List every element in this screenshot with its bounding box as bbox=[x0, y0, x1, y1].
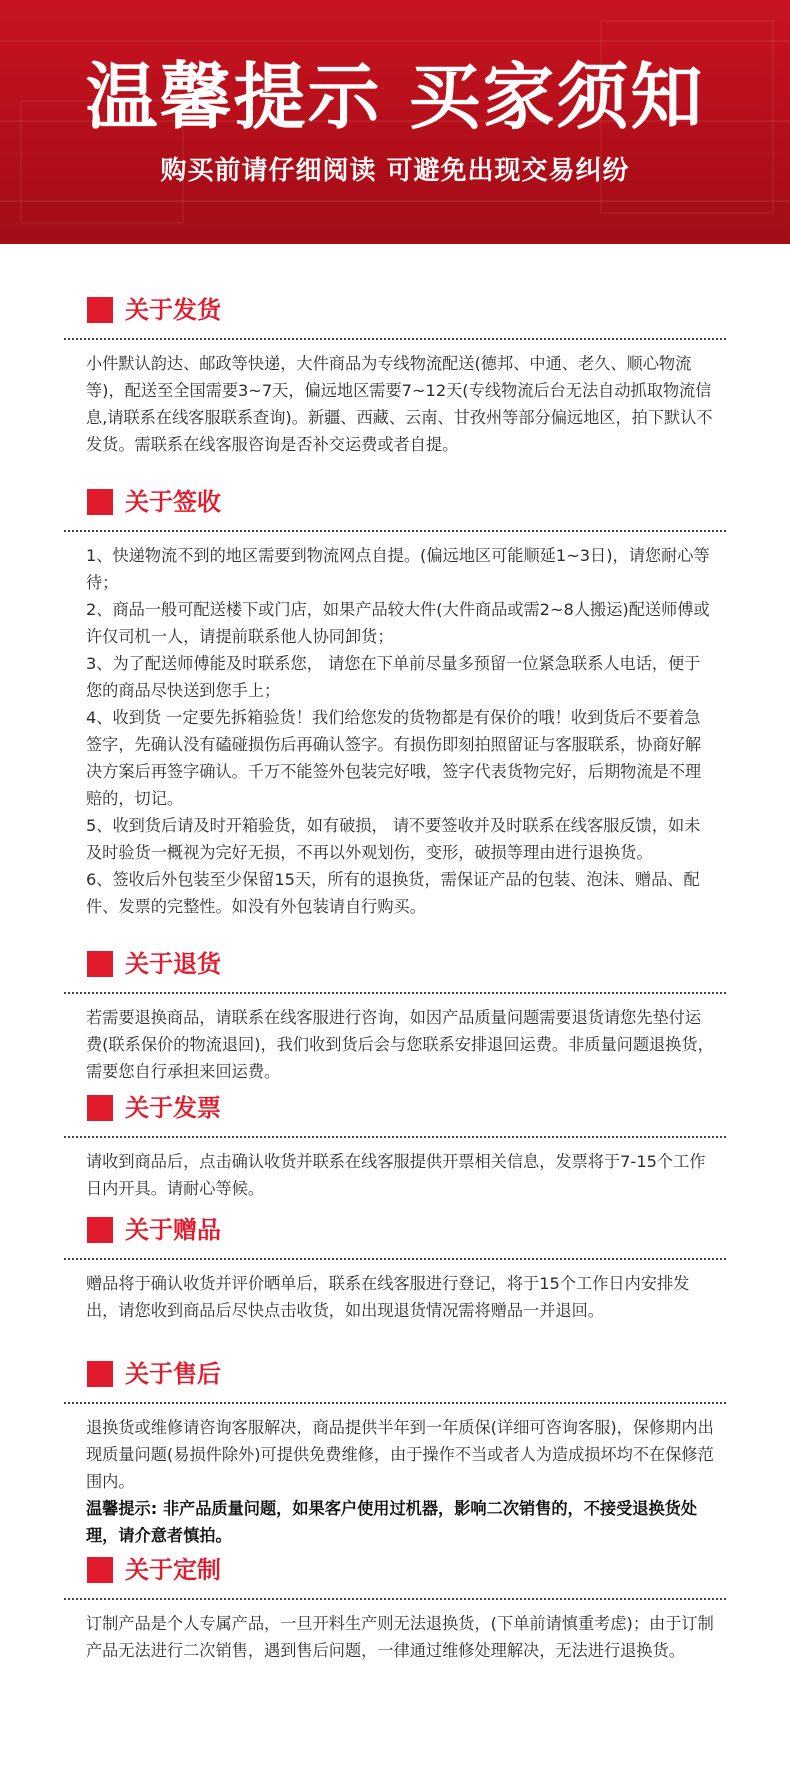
paragraph: 6、签收后外包装至少保留15天，所有的退换货，需保证产品的包装、泡沫、赠品、配件、发票的完整性。如没有外包装请自行购买。 bbox=[86, 870, 700, 916]
section-body-gifts bbox=[86, 1270, 716, 1324]
section-title: 关于退货 bbox=[125, 950, 221, 978]
section-body-receipt bbox=[86, 542, 716, 920]
red-square-marker bbox=[87, 1217, 113, 1243]
section-body-shipping bbox=[86, 350, 716, 458]
paragraph: 4、收到货 一定要先拆箱验货！我们给您发的货物都是有保价的哦！收到货后不要着急签字，先确认没有磕碰损伤后再确认签字。有损伤即刻拍照留证与客服联系，协商好解决方案后再签字确认。千万不能签外包装完好哦，签字代表货物完好，后期物流是不理赔的，切记。 bbox=[86, 708, 702, 808]
section-title: 关于发货 bbox=[125, 296, 221, 324]
dotted-divider bbox=[64, 992, 726, 994]
section-body-invoice bbox=[86, 1148, 716, 1202]
dotted-divider bbox=[64, 1402, 726, 1404]
warm-notice: 温馨提示: 非产品质量问题，如果客户使用过机器，影响二次销售的，不接受退换货处理，请介意者慎拍。 bbox=[86, 1499, 698, 1545]
section-body-returns bbox=[86, 1004, 716, 1085]
red-square-marker bbox=[87, 1361, 113, 1387]
paragraph: 5、收到货后请及时开箱验货，如有破损， 请不要签收并及时联系在线客服反馈，如未及时验货一概视为完好无损，不再以外观划伤，变形，破损等理由进行退换货。 bbox=[86, 816, 701, 862]
section-title: 关于定制 bbox=[125, 1556, 221, 1584]
section-body-custom bbox=[86, 1610, 716, 1664]
header-banner bbox=[0, 0, 790, 244]
section-title: 关于售后 bbox=[125, 1360, 221, 1388]
paragraph: 请收到商品后，点击确认收货并联系在线客服提供开票相关信息，发票将于7-15个工作日内开具。请耐心等候。 bbox=[86, 1152, 706, 1198]
red-square-marker bbox=[87, 1557, 113, 1583]
dotted-divider bbox=[64, 530, 726, 532]
dotted-divider bbox=[64, 1258, 726, 1260]
banner-title: 温馨提示 买家须知 bbox=[85, 55, 705, 139]
paragraph: 3、为了配送师傅能及时联系您， 请您在下单前尽量多预留一位紧急联系人电话，便于您的商品尽快送到您手上； bbox=[86, 654, 701, 700]
section-title: 关于赠品 bbox=[125, 1216, 221, 1244]
paragraph: 1、快递物流不到的地区需要到物流网点自提。(偏远地区可能顺延1~3日)，请您耐心等待； bbox=[86, 546, 710, 592]
red-square-marker bbox=[87, 951, 113, 977]
banner-subtitle: 购买前请仔细阅读 可避免出现交易纠纷 bbox=[160, 156, 630, 186]
dotted-divider bbox=[64, 338, 726, 340]
red-square-marker bbox=[87, 1095, 113, 1121]
red-square-marker bbox=[87, 489, 113, 515]
red-square-marker bbox=[87, 297, 113, 323]
paragraph: 订制产品是个人专属产品，一旦开料生产则无法退换货，(下单前请慎重考虑)；由于订制产品无法进行二次销售，遇到售后问题，一律通过维修处理解决，无法进行退换货。 bbox=[86, 1614, 714, 1660]
section-title: 关于发票 bbox=[125, 1094, 221, 1122]
section-body-after-sales bbox=[86, 1414, 716, 1549]
paragraph: 赠品将于确认收货并评价晒单后，联系在线客服进行登记，将于15个工作日内安排发出，请您收到商品后尽快点击收货，如出现退货情况需将赠品一并退回。 bbox=[86, 1274, 690, 1320]
dotted-divider bbox=[64, 1136, 726, 1138]
paragraph: 2、商品一般可配送楼下或门店，如果产品较大件(大件商品或需2~8人搬运)配送师傅或许仅司机一人，请提前联系他人协同卸货； bbox=[86, 600, 710, 646]
section-title: 关于签收 bbox=[125, 488, 221, 516]
paragraph: 小件默认韵达、邮政等快递，大件商品为专线物流配送(德邦、中通、老久、顺心物流等)，配送至全国需要3~7天，偏远地区需要7~12天(专线物流后台无法自动抓取物流信息,请联系在线客服联系查询)。新疆、西藏、云南、甘孜州等部分偏远地区，拍下默认不发货。需联系在线客服咨询是否补交运费或者自提。 bbox=[86, 354, 713, 454]
paragraph: 若需要退换商品，请联系在线客服进行咨询，如因产品质量问题需要退货请您先垫付运费(联系保价的物流退回)，我们收到货后会与您联系安排退回运费。非质量问题退换货，需要您自行承担来回运费。 bbox=[86, 1008, 714, 1081]
dotted-divider bbox=[64, 1598, 726, 1600]
paragraph: 退换货或维修请咨询客服解决，商品提供半年到一年质保(详细可咨询客服)，保修期内出现质量问题(易损件除外)可提供免费维修，由于操作不当或者人为造成损坏均不在保修范围内。 bbox=[86, 1418, 714, 1491]
